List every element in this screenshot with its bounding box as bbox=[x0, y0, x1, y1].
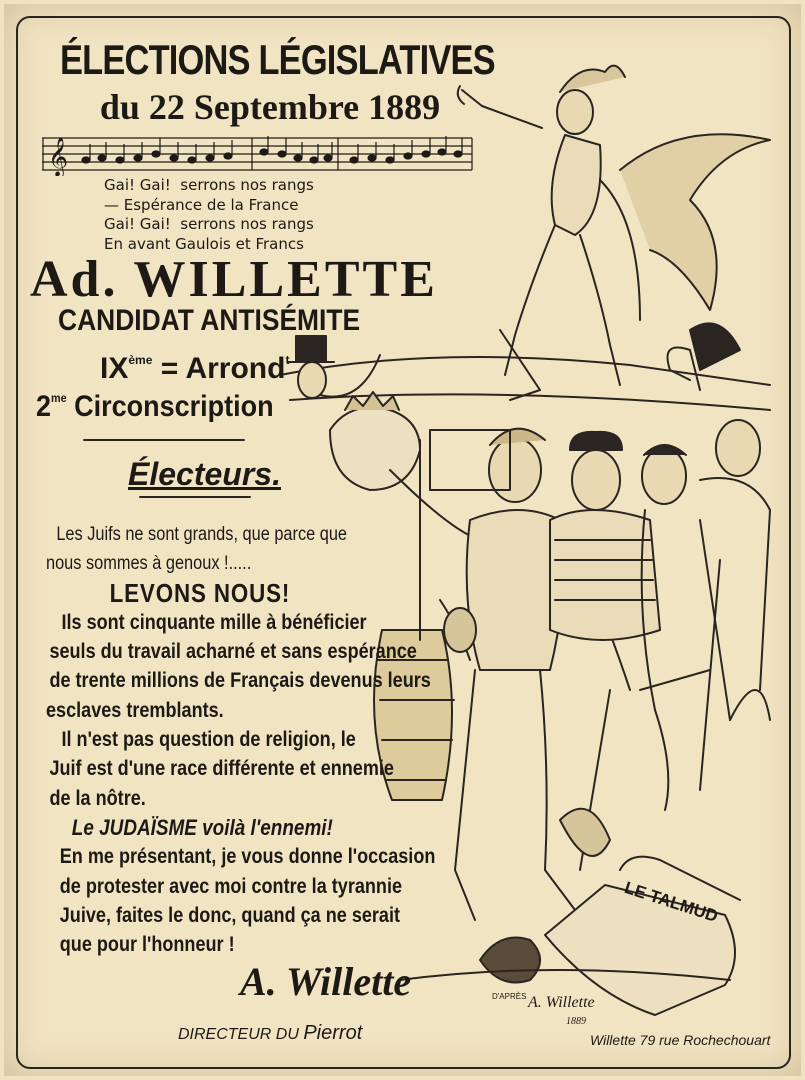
body-line: Juif est d'une race différente et ennemie bbox=[49, 757, 394, 781]
candidate-signature: A. Willette bbox=[240, 959, 412, 1004]
body-line: Juive, faites le donc, quand ça ne serait bbox=[59, 903, 401, 927]
body-line: nous sommes à genoux !..... bbox=[46, 553, 252, 575]
body-line: de trente millions de Français devenus leurs bbox=[49, 669, 431, 693]
body-line: En me présentant, je vous donne l'occasion bbox=[59, 845, 436, 869]
lyric-line: Gai! Gai! serrons nos rangs bbox=[104, 215, 314, 233]
talmud-label: LE TALMUD bbox=[622, 878, 721, 927]
lyric-line: — Espérance de la France bbox=[104, 195, 299, 214]
body-line: LEVONS NOUS! bbox=[109, 577, 291, 608]
circonscription: $2^{me}$ Circonscription bbox=[36, 390, 274, 423]
body-line: Les Juifs ne sont grands, que parce que bbox=[56, 524, 348, 545]
bull-head bbox=[330, 392, 420, 490]
soldier-figure bbox=[668, 323, 771, 790]
candidate-title: CANDIDAT ANTISÉMITE bbox=[58, 304, 361, 337]
body-line: de protester avec moi contre la tyrannie bbox=[59, 874, 403, 898]
director-line: DIRECTEUR DU Pierrot bbox=[178, 1022, 363, 1044]
body-line: seuls du travail acharné et sans espérance bbox=[49, 640, 417, 664]
electeurs-heading: Électeurs. bbox=[128, 456, 281, 492]
body-line: Le JUDAÏSME voilà l'ennemi! bbox=[71, 814, 333, 840]
body-line: Ils sont cinquante mille à bénéficier bbox=[61, 610, 367, 634]
song-lyrics bbox=[104, 176, 314, 254]
artist-dapres: D'APRÈS bbox=[492, 992, 527, 1001]
artist-year: 1889 bbox=[566, 1016, 586, 1027]
body-line: esclaves tremblants. bbox=[46, 698, 224, 722]
music-staff bbox=[42, 130, 474, 176]
notes bbox=[82, 136, 462, 163]
printer-address: Willette 79 rue Rochechouart bbox=[590, 1032, 771, 1048]
poster-date: du 22 Septembre 1889 bbox=[99, 87, 441, 127]
talmud-book bbox=[545, 857, 740, 1015]
lyric-line: En avant Gaulois et Francs bbox=[104, 234, 304, 253]
body-line: que pour l'honneur ! bbox=[59, 933, 235, 957]
poster-title: ÉLECTIONS LÉGISLATIVES bbox=[60, 36, 495, 83]
svg-text:𝄞: 𝄞 bbox=[48, 137, 69, 176]
manifesto-text bbox=[46, 520, 436, 959]
body-line: Il n'est pas question de religion, le bbox=[61, 728, 356, 752]
body-line: de la nôtre. bbox=[49, 786, 146, 810]
artist-signature: A. Willette bbox=[528, 994, 595, 1011]
arrondissement: IXème = Arrond$^t$ bbox=[100, 352, 290, 385]
lyric-line: Gai! Gai! serrons nos rangs bbox=[104, 176, 314, 194]
candidate-name: Ad. WILLETTE bbox=[30, 251, 438, 308]
